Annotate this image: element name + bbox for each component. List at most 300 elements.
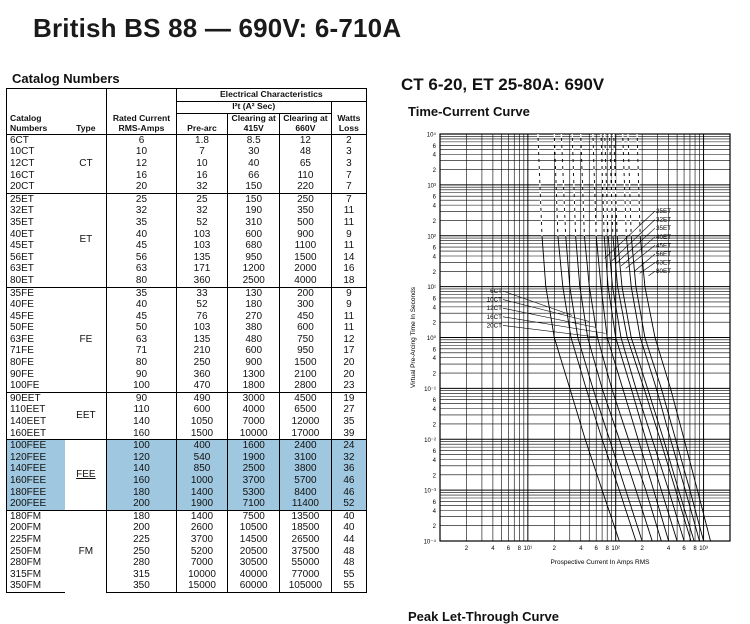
label-leader [503, 325, 615, 339]
table-row [7, 569, 367, 581]
rated-current: 50 [107, 322, 176, 334]
catalog-number: 71FE [7, 345, 66, 357]
clearing-415: 66 [228, 170, 280, 182]
clearing-660: 65 [280, 158, 332, 170]
table-row [7, 416, 367, 428]
type-cell: FEE [65, 440, 106, 511]
catalog-number: 80FE [7, 357, 66, 369]
clearing-415: 950 [228, 252, 280, 264]
pre-arc: 76 [176, 311, 228, 323]
type-cell: FM [65, 510, 106, 592]
pre-arc: 7 [176, 146, 228, 158]
watts-loss: 44 [331, 534, 366, 546]
label-leader [503, 300, 589, 322]
table-row [7, 181, 367, 193]
catalog-number: 25ET [7, 193, 66, 205]
y-tick-label: 2 [432, 422, 436, 429]
label-leader [649, 271, 655, 276]
clearing-415: 680 [228, 240, 280, 252]
catalog-section-title: Catalog Numbers [12, 71, 120, 86]
plot-frame [440, 134, 730, 541]
table-row [7, 369, 367, 381]
watts-loss: 7 [331, 170, 366, 182]
clearing-660: 600 [280, 322, 332, 334]
label-leader [503, 317, 606, 334]
watts-loss: 23 [331, 380, 366, 392]
pre-arc: 52 [176, 217, 228, 229]
electrical-characteristics-header: Electrical Characteristics [176, 89, 366, 102]
catalog-numbers-header: Catalog Numbers [7, 114, 66, 135]
y-tick-label: 4 [432, 356, 436, 363]
pre-arc: 1900 [176, 498, 228, 510]
clearing-415: 7100 [228, 498, 280, 510]
clearing-415: 190 [228, 205, 280, 217]
pre-arc: 470 [176, 380, 228, 392]
watts-loss: 14 [331, 252, 366, 264]
clearing-660: 3800 [280, 463, 332, 475]
pre-arc: 103 [176, 229, 228, 241]
y-tick-label: 6 [432, 194, 436, 201]
clearing-660: 5700 [280, 475, 332, 487]
clearing-415: 150 [228, 181, 280, 193]
clearing-660: 4500 [280, 392, 332, 404]
watts-loss: 39 [331, 428, 366, 440]
rated-current: 160 [107, 475, 176, 487]
clearing-415: 2500 [228, 463, 280, 475]
table-row [7, 428, 367, 440]
pre-arc: 1400 [176, 510, 228, 522]
clearing-660: 750 [280, 334, 332, 346]
curve-35et [605, 134, 684, 541]
table-row [7, 275, 367, 287]
watts-loss: 11 [331, 217, 366, 229]
rated-current: 90 [107, 392, 176, 404]
curve-dash-63et [628, 134, 631, 236]
watts-loss: 11 [331, 311, 366, 323]
clearing-660: 8400 [280, 487, 332, 499]
series-label: 80ET [656, 268, 672, 276]
catalog-number: 32ET [7, 205, 66, 217]
watts-loss: 16 [331, 263, 366, 275]
curve-20ct [581, 134, 662, 541]
clearing-415: 14500 [228, 534, 280, 546]
catalog-number: 110EET [7, 404, 66, 416]
rated-current: 25 [107, 193, 176, 205]
series-label: 20CT [486, 322, 502, 330]
clearing-415: 600 [228, 229, 280, 241]
y-tick-label: 10⁻³ [424, 488, 436, 495]
watts-loss: 19 [331, 392, 366, 404]
clearing-415: 1900 [228, 452, 280, 464]
clearing-660: 2000 [280, 263, 332, 275]
table-row [7, 345, 367, 357]
catalog-number: 160EET [7, 428, 66, 440]
clearing-415: 5300 [228, 487, 280, 499]
clearing-660: 17000 [280, 428, 332, 440]
clearing-415: 180 [228, 299, 280, 311]
pre-arc: 171 [176, 263, 228, 275]
rated-current: 20 [107, 181, 176, 193]
type-cell: EET [65, 392, 106, 439]
pre-arc: 360 [176, 275, 228, 287]
table-row [7, 440, 367, 452]
y-tick-label: 2 [432, 218, 436, 225]
rated-current: 80 [107, 357, 176, 369]
rated-current: 80 [107, 275, 176, 287]
catalog-number: 10CT [7, 146, 66, 158]
pre-arc: 135 [176, 252, 228, 264]
rated-current: 71 [107, 345, 176, 357]
x-tick-label: 6 [682, 546, 686, 552]
series-label: 25ET [656, 208, 672, 215]
rated-current: 140 [107, 416, 176, 428]
clearing-415: 7000 [228, 416, 280, 428]
curve-6ct [538, 134, 619, 541]
y-tick-label: 6 [432, 296, 436, 303]
catalog-number: 45ET [7, 240, 66, 252]
clearing-660: 11400 [280, 498, 332, 510]
clearing-660: 300 [280, 299, 332, 311]
watts-loss: 24 [331, 440, 366, 452]
watts-loss: 11 [331, 322, 366, 334]
clearing-415: 310 [228, 217, 280, 229]
watts-loss: 40 [331, 522, 366, 534]
curve-dash-40et [610, 134, 613, 236]
catalog-number: 180FEE [7, 487, 66, 499]
y-tick-label: 2 [432, 524, 436, 531]
pre-arc: 25 [176, 193, 228, 205]
clearing-415: 10000 [228, 428, 280, 440]
catalog-number: 200FEE [7, 498, 66, 510]
y-tick-label: 6 [432, 398, 436, 405]
pre-arc-header: Pre-arc [176, 114, 228, 135]
label-leader [503, 308, 596, 327]
watts-loss: 48 [331, 557, 366, 569]
table-row [7, 322, 367, 334]
table-row [7, 287, 367, 299]
label-leader [635, 254, 655, 271]
x-tick-label: 2 [464, 546, 469, 552]
x-tick-label: 10³ [699, 546, 708, 552]
pre-arc: 5200 [176, 546, 228, 558]
chart-title: Time-Current Curve [408, 104, 530, 119]
x-tick-label: 4 [666, 546, 671, 552]
catalog-number: 225FM [7, 534, 66, 546]
rated-current: 35 [107, 287, 176, 299]
catalog-number: 90EET [7, 392, 66, 404]
catalog-number: 56ET [7, 252, 66, 264]
y-tick-label: 2 [432, 269, 436, 276]
clearing-660: 55000 [280, 557, 332, 569]
clearing-415: 7500 [228, 510, 280, 522]
curve-dash-20ct [581, 134, 585, 236]
catalog-number: 80ET [7, 275, 66, 287]
rated-current: 120 [107, 452, 176, 464]
x-tick-label: 2 [552, 546, 556, 552]
watts-loss: 52 [331, 498, 366, 510]
table-row [7, 557, 367, 569]
pre-arc: 103 [176, 322, 228, 334]
table-row [7, 217, 367, 229]
y-tick-label: 6 [432, 499, 436, 506]
pre-arc: 10000 [176, 569, 228, 581]
curves-group [538, 134, 711, 541]
catalog-number: 200FM [7, 522, 66, 534]
watts-loss: 32 [331, 452, 366, 464]
table-row [7, 229, 367, 241]
rated-current: 180 [107, 510, 176, 522]
clearing-660: 12000 [280, 416, 332, 428]
page-title: British BS 88 — 690V: 6-710A [33, 13, 402, 43]
catalog-number: 120FEE [7, 452, 66, 464]
rated-current: 200 [107, 522, 176, 534]
y-tick-label: 10⁻¹ [424, 386, 436, 393]
pre-arc: 3700 [176, 534, 228, 546]
table-row [7, 522, 367, 534]
catalog-number: 40ET [7, 229, 66, 241]
table-row [7, 463, 367, 475]
catalog-number: 315FM [7, 569, 66, 581]
clearing-415: 900 [228, 357, 280, 369]
label-leader [621, 237, 655, 266]
x-tick-label: 8 [693, 546, 697, 552]
label-leader [640, 263, 655, 274]
series-label: 32ET [656, 216, 672, 224]
catalog-number: 35FE [7, 287, 66, 299]
pre-arc: 33 [176, 287, 228, 299]
catalog-number: 40FE [7, 299, 66, 311]
pre-arc: 52 [176, 299, 228, 311]
rated-current: 350 [107, 580, 176, 592]
rated-current: 315 [107, 569, 176, 581]
y-tick-label: 4 [432, 457, 436, 464]
clearing-660: 4000 [280, 275, 332, 287]
table-row [7, 452, 367, 464]
clearing-415: 30500 [228, 557, 280, 569]
clearing-415: 600 [228, 345, 280, 357]
series-label: 10CT [486, 296, 502, 304]
rated-current: 6 [107, 134, 176, 146]
table-row [7, 334, 367, 346]
table-row [7, 134, 367, 146]
y-tick-label: 2 [432, 473, 436, 480]
table-row [7, 510, 367, 522]
curve-40et [610, 134, 692, 541]
series-label: 12CT [486, 305, 502, 313]
pre-arc: 250 [176, 357, 228, 369]
clearing-660: 250 [280, 193, 332, 205]
table-row [7, 299, 367, 311]
y-tick-label: 6 [432, 449, 436, 456]
watts-loss: 46 [331, 475, 366, 487]
rated-current-header: Rated Current RMS-Amps [107, 114, 176, 135]
clearing-660: 3100 [280, 452, 332, 464]
pre-arc: 103 [176, 240, 228, 252]
x-tick-label: 10¹ [523, 546, 533, 552]
table-row [7, 475, 367, 487]
clearing-660: 1500 [280, 252, 332, 264]
curve-dash-10ct [554, 134, 558, 236]
watts-loss: 46 [331, 487, 366, 499]
x-tick-label: 10² [611, 546, 621, 552]
x-axis-label: Prospective Current In Amps RMS [550, 559, 650, 566]
curve-dash-6ct [538, 134, 542, 236]
x-tick-label: 6 [506, 546, 511, 552]
pre-arc: 360 [176, 369, 228, 381]
y-tick-label: 2 [432, 168, 436, 175]
curve-10ct [554, 134, 636, 541]
catalog-table-body [7, 134, 367, 592]
series-label: 35ET [656, 225, 672, 233]
table-row [7, 240, 367, 252]
y-tick-label: 4 [432, 407, 436, 414]
chart-section-title: CT 6-20, ET 25-80A: 690V [401, 75, 605, 94]
series-label: 63ET [656, 259, 672, 267]
series-label: 45ET [656, 242, 672, 250]
curve-dash-16ct [572, 134, 575, 236]
type-cell: CT [65, 134, 106, 193]
pre-arc: 2600 [176, 522, 228, 534]
rated-current: 100 [107, 380, 176, 392]
pre-arc: 32 [176, 181, 228, 193]
clearing-660: 200 [280, 287, 332, 299]
clearing-660: 1100 [280, 240, 332, 252]
type-cell: ET [65, 193, 106, 287]
clearing-415: 4000 [228, 404, 280, 416]
table-row [7, 534, 367, 546]
catalog-number: 16CT [7, 170, 66, 182]
y-tick-label: 2 [432, 371, 436, 378]
clearing-415: 1800 [228, 380, 280, 392]
pre-arc: 7000 [176, 557, 228, 569]
y-tick-label: 4 [432, 305, 436, 312]
clearing-660: 18500 [280, 522, 332, 534]
clearing-415: 1300 [228, 369, 280, 381]
catalog-table-header [7, 89, 367, 135]
watts-loss: 3 [331, 146, 366, 158]
rated-current: 10 [107, 146, 176, 158]
catalog-number: 63ET [7, 263, 66, 275]
clearing-660: 6500 [280, 404, 332, 416]
clearing-660: 2800 [280, 380, 332, 392]
table-row [7, 252, 367, 264]
catalog-number: 6CT [7, 134, 66, 146]
table-row [7, 311, 367, 323]
pre-arc: 400 [176, 440, 228, 452]
table-row [7, 263, 367, 275]
series-label: 40ET [656, 233, 672, 241]
watts-loss: 36 [331, 463, 366, 475]
y-tick-label: 10² [427, 234, 436, 241]
curve-12ct [561, 134, 642, 541]
pre-arc: 850 [176, 463, 228, 475]
table-row [7, 146, 367, 158]
table-row [7, 546, 367, 558]
watts-loss: 11 [331, 240, 366, 252]
y-tick-label: 10¹ [427, 285, 436, 292]
table-row [7, 380, 367, 392]
watts-loss: 9 [331, 287, 366, 299]
rated-current: 40 [107, 299, 176, 311]
catalog-number: 350FM [7, 580, 66, 592]
catalog-number: 250FM [7, 546, 66, 558]
pre-arc: 490 [176, 392, 228, 404]
rated-current: 140 [107, 463, 176, 475]
clearing-415: 60000 [228, 580, 280, 592]
clearing-660: 48 [280, 146, 332, 158]
catalog-number: 12CT [7, 158, 66, 170]
table-row [7, 392, 367, 404]
peak-let-through-title: Peak Let-Through Curve [408, 609, 559, 624]
watts-loss: 20 [331, 357, 366, 369]
clearing-415: 40000 [228, 569, 280, 581]
x-tick-label: 2 [640, 546, 644, 552]
table-row [7, 487, 367, 499]
catalog-number: 50FE [7, 322, 66, 334]
catalog-table [6, 88, 367, 593]
rated-current: 100 [107, 440, 176, 452]
clearing-415-header: Clearing at 415V [228, 114, 280, 135]
curve-dash-35et [605, 134, 608, 236]
catalog-number: 63FE [7, 334, 66, 346]
table-row [7, 580, 367, 592]
x-tick-label: 6 [594, 546, 598, 552]
pre-arc: 1.8 [176, 134, 228, 146]
clearing-415: 380 [228, 322, 280, 334]
rated-current: 12 [107, 158, 176, 170]
y-tick-label: 6 [432, 143, 436, 150]
rated-current: 45 [107, 311, 176, 323]
y-axis-label: Virtual Pre-Arcing Time In Seconds [410, 286, 417, 389]
pre-arc: 600 [176, 404, 228, 416]
clearing-415: 480 [228, 334, 280, 346]
clearing-415: 40 [228, 158, 280, 170]
type-header: Type [65, 114, 106, 135]
label-leader [626, 245, 655, 268]
watts-loss: 55 [331, 569, 366, 581]
watts-loss: 2 [331, 134, 366, 146]
x-tick-label: 8 [605, 546, 609, 552]
y-tick-label: 4 [432, 203, 436, 210]
catalog-number: 160FEE [7, 475, 66, 487]
rated-current: 45 [107, 240, 176, 252]
catalog-number: 35ET [7, 217, 66, 229]
clearing-415: 130 [228, 287, 280, 299]
clearing-660: 350 [280, 205, 332, 217]
y-tick-label: 4 [432, 152, 436, 159]
clearing-415: 1600 [228, 440, 280, 452]
curve-45et [614, 134, 694, 541]
rated-current: 16 [107, 170, 176, 182]
label-leader [503, 291, 572, 315]
pre-arc: 32 [176, 205, 228, 217]
rated-current: 250 [107, 546, 176, 558]
table-row [7, 498, 367, 510]
y-tick-label: 10⁴ [426, 132, 436, 139]
watts-loss: 9 [331, 229, 366, 241]
clearing-660: 450 [280, 311, 332, 323]
clearing-660: 13500 [280, 510, 332, 522]
curve-dash-80et [637, 134, 640, 236]
catalog-number: 140FEE [7, 463, 66, 475]
curve-32et [601, 134, 677, 541]
clearing-660: 12 [280, 134, 332, 146]
y-tick-label: 4 [432, 508, 436, 515]
watts-loss: 3 [331, 158, 366, 170]
watts-loss: 9 [331, 299, 366, 311]
curve-dash-25et [593, 134, 596, 236]
clearing-660: 500 [280, 217, 332, 229]
